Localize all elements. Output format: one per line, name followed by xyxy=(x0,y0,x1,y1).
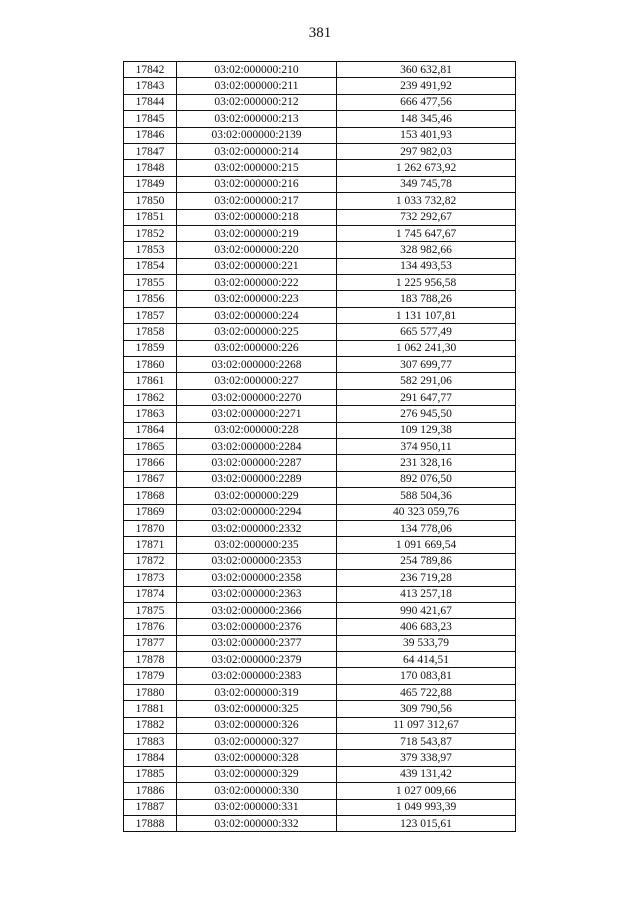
cadastral-value-cell: 1 225 956,58 xyxy=(337,275,516,291)
table-row xyxy=(124,766,516,782)
cadastral-value-cell: 297 982,03 xyxy=(337,143,516,159)
cadastral-number-cell: 03:02:000000:222 xyxy=(177,275,337,291)
cadastral-number-cell: 03:02:000000:328 xyxy=(177,750,337,766)
row-number-cell: 17874 xyxy=(124,586,177,602)
cadastral-value-cell: 1 745 647,67 xyxy=(337,225,516,241)
cadastral-value-cell: 439 131,42 xyxy=(337,766,516,782)
row-number-cell: 17857 xyxy=(124,307,177,323)
table-row xyxy=(124,193,516,209)
table-row xyxy=(124,389,516,405)
cadastral-value-cell: 465 722,88 xyxy=(337,684,516,700)
row-number-cell: 17884 xyxy=(124,750,177,766)
table-row xyxy=(124,209,516,225)
cadastral-value-cell: 360 632,81 xyxy=(337,62,516,78)
table-body xyxy=(124,62,516,832)
table-row xyxy=(124,258,516,274)
cadastral-value-cell: 134 778,06 xyxy=(337,520,516,536)
cadastral-value-cell: 239 491,92 xyxy=(337,78,516,94)
row-number-cell: 17845 xyxy=(124,111,177,127)
row-number-cell: 17856 xyxy=(124,291,177,307)
cadastral-value-cell: 1 027 009,66 xyxy=(337,783,516,799)
row-number-cell: 17873 xyxy=(124,570,177,586)
table-row xyxy=(124,438,516,454)
table-row xyxy=(124,242,516,258)
cadastral-value-cell: 123 015,61 xyxy=(337,815,516,831)
cadastral-number-cell: 03:02:000000:217 xyxy=(177,193,337,209)
table-row xyxy=(124,570,516,586)
cadastral-value-cell: 413 257,18 xyxy=(337,586,516,602)
row-number-cell: 17848 xyxy=(124,160,177,176)
cadastral-number-cell: 03:02:000000:227 xyxy=(177,373,337,389)
cadastral-number-cell: 03:02:000000:2139 xyxy=(177,127,337,143)
cadastral-value-cell: 406 683,23 xyxy=(337,619,516,635)
table-row xyxy=(124,176,516,192)
table-row xyxy=(124,225,516,241)
table-row xyxy=(124,307,516,323)
cadastral-value-cell: 379 338,97 xyxy=(337,750,516,766)
table-row xyxy=(124,127,516,143)
cadastral-value-cell: 892 076,50 xyxy=(337,471,516,487)
row-number-cell: 17880 xyxy=(124,684,177,700)
table-row xyxy=(124,586,516,602)
row-number-cell: 17860 xyxy=(124,357,177,373)
cadastral-number-cell: 03:02:000000:326 xyxy=(177,717,337,733)
table-row xyxy=(124,78,516,94)
cadastral-number-cell: 03:02:000000:2284 xyxy=(177,438,337,454)
row-number-cell: 17878 xyxy=(124,652,177,668)
row-number-cell: 17844 xyxy=(124,94,177,110)
page-number: 381 xyxy=(308,25,332,41)
row-number-cell: 17855 xyxy=(124,275,177,291)
cadastral-number-cell: 03:02:000000:226 xyxy=(177,340,337,356)
cadastral-value-cell: 990 421,67 xyxy=(337,602,516,618)
cadastral-number-cell: 03:02:000000:220 xyxy=(177,242,337,258)
table-row xyxy=(124,275,516,291)
cadastral-value-cell: 109 129,38 xyxy=(337,422,516,438)
row-number-cell: 17868 xyxy=(124,488,177,504)
cadastral-value-cell: 718 543,87 xyxy=(337,734,516,750)
cadastral-value-cell: 328 982,66 xyxy=(337,242,516,258)
cadastral-number-cell: 03:02:000000:235 xyxy=(177,537,337,553)
row-number-cell: 17864 xyxy=(124,422,177,438)
table-row xyxy=(124,455,516,471)
cadastral-number-cell: 03:02:000000:211 xyxy=(177,78,337,94)
cadastral-number-cell: 03:02:000000:214 xyxy=(177,143,337,159)
cadastral-value-cell: 236 719,28 xyxy=(337,570,516,586)
cadastral-value-cell: 1 131 107,81 xyxy=(337,307,516,323)
table-row xyxy=(124,94,516,110)
cadastral-value-cell: 148 345,46 xyxy=(337,111,516,127)
cadastral-value-cell: 276 945,50 xyxy=(337,406,516,422)
cadastral-number-cell: 03:02:000000:2366 xyxy=(177,602,337,618)
cadastral-value-cell: 582 291,06 xyxy=(337,373,516,389)
cadastral-number-cell: 03:02:000000:2271 xyxy=(177,406,337,422)
row-number-cell: 17881 xyxy=(124,701,177,717)
cadastral-value-cell: 307 699,77 xyxy=(337,357,516,373)
cadastral-number-cell: 03:02:000000:224 xyxy=(177,307,337,323)
table-row xyxy=(124,143,516,159)
table-row xyxy=(124,668,516,684)
cadastral-value-cell: 254 789,86 xyxy=(337,553,516,569)
cadastral-number-cell: 03:02:000000:2379 xyxy=(177,652,337,668)
cadastral-value-cell: 40 323 059,76 xyxy=(337,504,516,520)
row-number-cell: 17869 xyxy=(124,504,177,520)
row-number-cell: 17863 xyxy=(124,406,177,422)
row-number-cell: 17870 xyxy=(124,520,177,536)
cadastral-value-cell: 134 493,53 xyxy=(337,258,516,274)
table-row xyxy=(124,373,516,389)
table-row xyxy=(124,357,516,373)
row-number-cell: 17850 xyxy=(124,193,177,209)
cadastral-number-cell: 03:02:000000:210 xyxy=(177,62,337,78)
table-row xyxy=(124,734,516,750)
row-number-cell: 17866 xyxy=(124,455,177,471)
row-number-cell: 17867 xyxy=(124,471,177,487)
cadastral-value-cell: 1 062 241,30 xyxy=(337,340,516,356)
row-number-cell: 17859 xyxy=(124,340,177,356)
cadastral-value-cell: 374 950,11 xyxy=(337,438,516,454)
table-row xyxy=(124,422,516,438)
cadastral-value-cell: 309 790,56 xyxy=(337,701,516,717)
cadastral-value-cell: 231 328,16 xyxy=(337,455,516,471)
row-number-cell: 17847 xyxy=(124,143,177,159)
row-number-cell: 17875 xyxy=(124,602,177,618)
table-row xyxy=(124,750,516,766)
cadastral-number-cell: 03:02:000000:2294 xyxy=(177,504,337,520)
table-row xyxy=(124,799,516,815)
row-number-cell: 17882 xyxy=(124,717,177,733)
cadastral-value-cell: 183 788,26 xyxy=(337,291,516,307)
cadastral-value-cell: 11 097 312,67 xyxy=(337,717,516,733)
cadastral-number-cell: 03:02:000000:325 xyxy=(177,701,337,717)
cadastral-value-cell: 588 504,36 xyxy=(337,488,516,504)
cadastral-value-table xyxy=(123,61,516,832)
cadastral-number-cell: 03:02:000000:331 xyxy=(177,799,337,815)
row-number-cell: 17888 xyxy=(124,815,177,831)
row-number-cell: 17842 xyxy=(124,62,177,78)
cadastral-number-cell: 03:02:000000:2332 xyxy=(177,520,337,536)
table-row xyxy=(124,62,516,78)
table-row xyxy=(124,111,516,127)
table-row xyxy=(124,406,516,422)
row-number-cell: 17852 xyxy=(124,225,177,241)
cadastral-value-cell: 39 533,79 xyxy=(337,635,516,651)
row-number-cell: 17851 xyxy=(124,209,177,225)
table-row xyxy=(124,815,516,831)
cadastral-number-cell: 03:02:000000:330 xyxy=(177,783,337,799)
cadastral-number-cell: 03:02:000000:2376 xyxy=(177,619,337,635)
cadastral-number-cell: 03:02:000000:2383 xyxy=(177,668,337,684)
row-number-cell: 17849 xyxy=(124,176,177,192)
cadastral-number-cell: 03:02:000000:332 xyxy=(177,815,337,831)
row-number-cell: 17846 xyxy=(124,127,177,143)
row-number-cell: 17877 xyxy=(124,635,177,651)
cadastral-number-cell: 03:02:000000:2358 xyxy=(177,570,337,586)
cadastral-value-cell: 732 292,67 xyxy=(337,209,516,225)
cadastral-number-cell: 03:02:000000:221 xyxy=(177,258,337,274)
row-number-cell: 17871 xyxy=(124,537,177,553)
row-number-cell: 17885 xyxy=(124,766,177,782)
table-row xyxy=(124,619,516,635)
table-row xyxy=(124,324,516,340)
table-row xyxy=(124,520,516,536)
cadastral-number-cell: 03:02:000000:216 xyxy=(177,176,337,192)
row-number-cell: 17876 xyxy=(124,619,177,635)
row-number-cell: 17853 xyxy=(124,242,177,258)
row-number-cell: 17883 xyxy=(124,734,177,750)
cadastral-value-cell: 666 477,56 xyxy=(337,94,516,110)
table-row xyxy=(124,488,516,504)
table-row xyxy=(124,553,516,569)
cadastral-value-cell: 291 647,77 xyxy=(337,389,516,405)
table-row xyxy=(124,537,516,553)
cadastral-number-cell: 03:02:000000:327 xyxy=(177,734,337,750)
cadastral-number-cell: 03:02:000000:215 xyxy=(177,160,337,176)
cadastral-value-cell: 64 414,51 xyxy=(337,652,516,668)
table-row xyxy=(124,291,516,307)
table-row xyxy=(124,635,516,651)
table-row xyxy=(124,602,516,618)
row-number-cell: 17861 xyxy=(124,373,177,389)
table-row xyxy=(124,701,516,717)
row-number-cell: 17879 xyxy=(124,668,177,684)
table-row xyxy=(124,160,516,176)
row-number-cell: 17886 xyxy=(124,783,177,799)
cadastral-number-cell: 03:02:000000:228 xyxy=(177,422,337,438)
cadastral-number-cell: 03:02:000000:2377 xyxy=(177,635,337,651)
cadastral-number-cell: 03:02:000000:319 xyxy=(177,684,337,700)
cadastral-value-cell: 1 091 669,54 xyxy=(337,537,516,553)
cadastral-number-cell: 03:02:000000:2363 xyxy=(177,586,337,602)
cadastral-number-cell: 03:02:000000:219 xyxy=(177,225,337,241)
row-number-cell: 17862 xyxy=(124,389,177,405)
cadastral-value-cell: 170 083,81 xyxy=(337,668,516,684)
table-row xyxy=(124,471,516,487)
cadastral-value-cell: 665 577,49 xyxy=(337,324,516,340)
row-number-cell: 17854 xyxy=(124,258,177,274)
cadastral-number-cell: 03:02:000000:2289 xyxy=(177,471,337,487)
cadastral-number-cell: 03:02:000000:229 xyxy=(177,488,337,504)
row-number-cell: 17887 xyxy=(124,799,177,815)
row-number-cell: 17872 xyxy=(124,553,177,569)
cadastral-number-cell: 03:02:000000:218 xyxy=(177,209,337,225)
cadastral-number-cell: 03:02:000000:213 xyxy=(177,111,337,127)
row-number-cell: 17858 xyxy=(124,324,177,340)
cadastral-number-cell: 03:02:000000:223 xyxy=(177,291,337,307)
row-number-cell: 17843 xyxy=(124,78,177,94)
table-row xyxy=(124,717,516,733)
table-row xyxy=(124,783,516,799)
cadastral-number-cell: 03:02:000000:225 xyxy=(177,324,337,340)
cadastral-number-cell: 03:02:000000:2268 xyxy=(177,357,337,373)
cadastral-value-cell: 1 033 732,82 xyxy=(337,193,516,209)
row-number-cell: 17865 xyxy=(124,438,177,454)
cadastral-value-cell: 1 262 673,92 xyxy=(337,160,516,176)
cadastral-number-cell: 03:02:000000:2287 xyxy=(177,455,337,471)
cadastral-number-cell: 03:02:000000:329 xyxy=(177,766,337,782)
table-row xyxy=(124,652,516,668)
cadastral-value-cell: 1 049 993,39 xyxy=(337,799,516,815)
table-row xyxy=(124,504,516,520)
table-row xyxy=(124,340,516,356)
cadastral-value-cell: 153 401,93 xyxy=(337,127,516,143)
cadastral-number-cell: 03:02:000000:2353 xyxy=(177,553,337,569)
table-row xyxy=(124,684,516,700)
cadastral-number-cell: 03:02:000000:2270 xyxy=(177,389,337,405)
cadastral-number-cell: 03:02:000000:212 xyxy=(177,94,337,110)
cadastral-value-cell: 349 745,78 xyxy=(337,176,516,192)
